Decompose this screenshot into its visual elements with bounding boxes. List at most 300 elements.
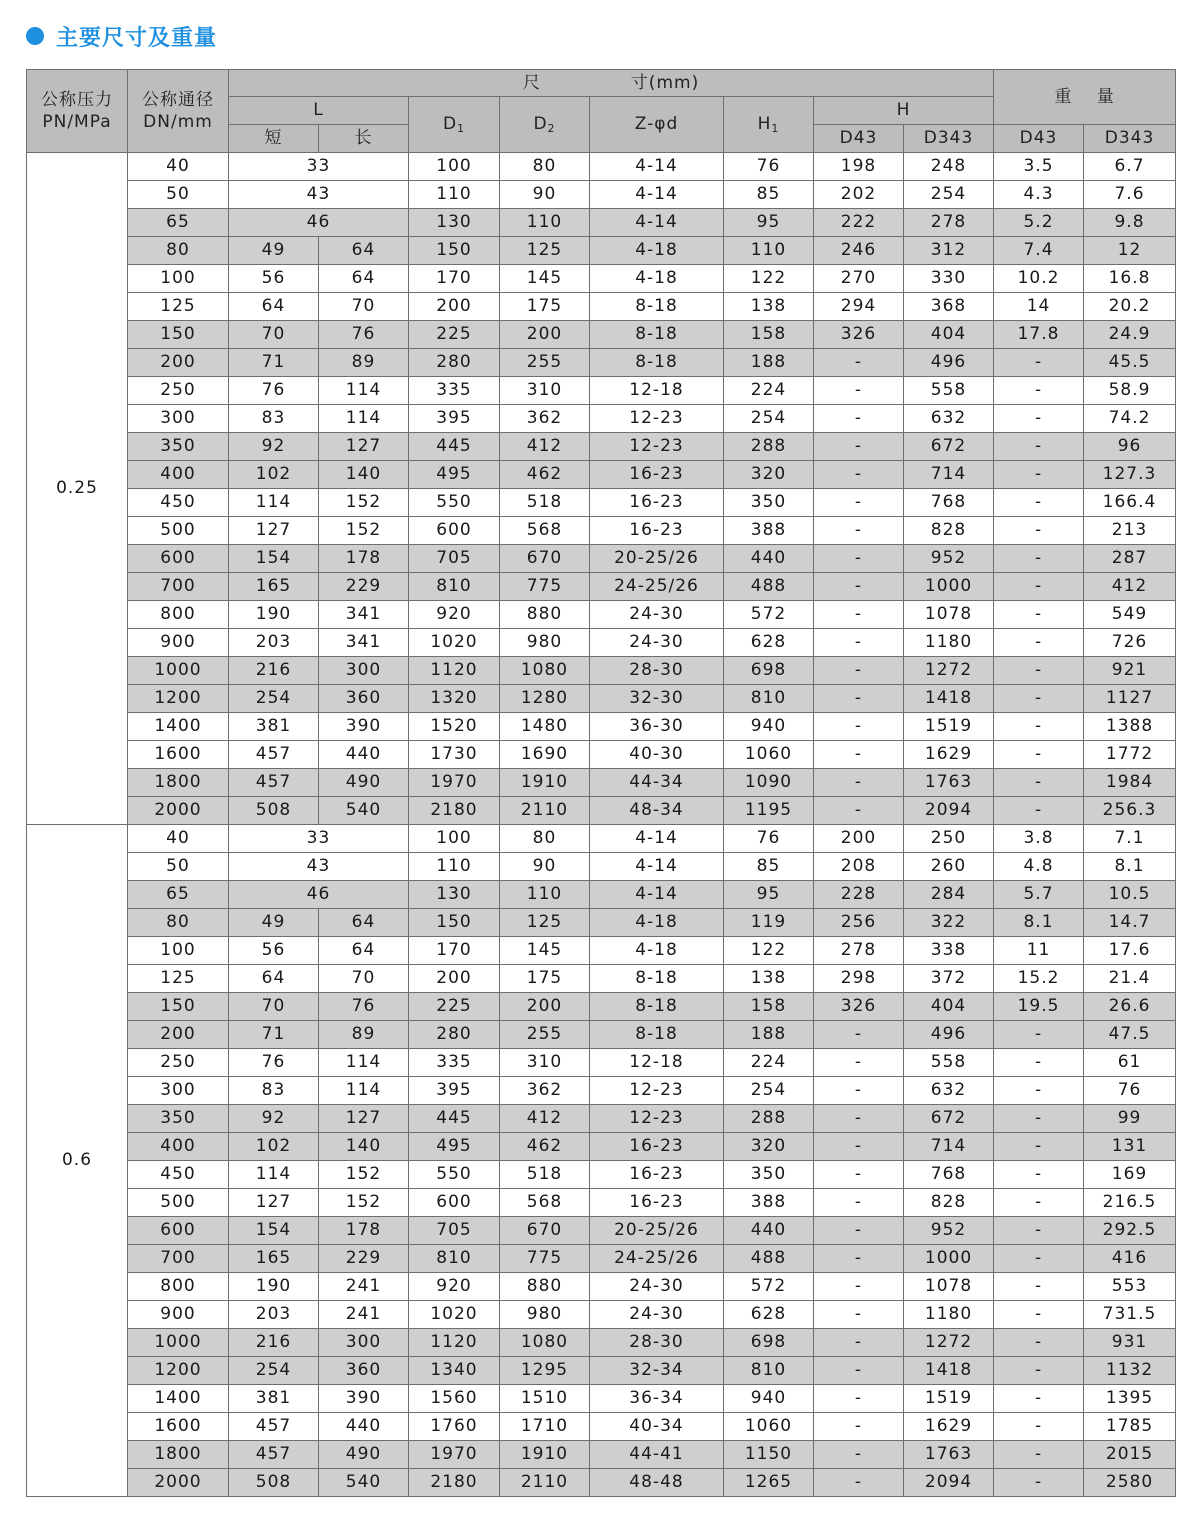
cell-d2: 2110: [500, 797, 590, 825]
cell-l-long: 360: [319, 1357, 409, 1385]
cell-weight-d343: 99: [1084, 1105, 1176, 1133]
table-row: [27, 1021, 1176, 1049]
cell-h1: 350: [724, 489, 814, 517]
table-row: [27, 1469, 1176, 1497]
cell-h-d343: 952: [904, 1217, 994, 1245]
cell-weight-d43: -: [994, 1189, 1084, 1217]
cell-h-d343: 1078: [904, 601, 994, 629]
cell-h-d343: 714: [904, 461, 994, 489]
cell-z-phi-d: 4-14: [590, 181, 724, 209]
cell-h-d343: 404: [904, 993, 994, 1021]
cell-l-long: 76: [319, 993, 409, 1021]
cell-z-phi-d: 8-18: [590, 321, 724, 349]
cell-h1: 810: [724, 1357, 814, 1385]
cell-d2: 462: [500, 1133, 590, 1161]
cell-h-d343: 558: [904, 377, 994, 405]
cell-l-long: 490: [319, 1441, 409, 1469]
cell-h-d343: 250: [904, 825, 994, 853]
cell-h-d343: 768: [904, 489, 994, 517]
cell-h-d43: 256: [814, 909, 904, 937]
table-row: [27, 1161, 1176, 1189]
cell-l-short: 92: [229, 1105, 319, 1133]
cell-h-d43: -: [814, 601, 904, 629]
cell-l-long: 440: [319, 741, 409, 769]
cell-weight-d43: 19.5: [994, 993, 1084, 1021]
cell-d1: 225: [409, 321, 500, 349]
cell-weight-d43: -: [994, 713, 1084, 741]
cell-d1: 150: [409, 909, 500, 937]
cell-weight-d43: -: [994, 769, 1084, 797]
cell-dn: 400: [128, 1133, 229, 1161]
cell-l-long: 70: [319, 965, 409, 993]
cell-weight-d43: -: [994, 1133, 1084, 1161]
section-title: [26, 20, 217, 52]
cell-h-d43: -: [814, 461, 904, 489]
cell-h-d43: 200: [814, 825, 904, 853]
cell-d2: 1295: [500, 1357, 590, 1385]
cell-weight-d43: 8.1: [994, 909, 1084, 937]
cell-l-long: 360: [319, 685, 409, 713]
cell-h-d343: 768: [904, 1161, 994, 1189]
cell-l-long: 152: [319, 489, 409, 517]
cell-h-d343: 322: [904, 909, 994, 937]
cell-l-short: 190: [229, 601, 319, 629]
cell-d1: 600: [409, 517, 500, 545]
cell-h1: 122: [724, 937, 814, 965]
cell-z-phi-d: 12-18: [590, 377, 724, 405]
cell-dn: 1800: [128, 1441, 229, 1469]
cell-l: 33: [229, 153, 409, 181]
cell-z-phi-d: 48-34: [590, 797, 724, 825]
cell-dn: 1200: [128, 685, 229, 713]
header-dn: [128, 70, 229, 153]
table-header: [27, 70, 1176, 153]
cell-weight-d343: 21.4: [1084, 965, 1176, 993]
cell-weight-d343: 553: [1084, 1273, 1176, 1301]
cell-d1: 335: [409, 1049, 500, 1077]
cell-d1: 150: [409, 237, 500, 265]
cell-weight-d343: 8.1: [1084, 853, 1176, 881]
cell-d1: 110: [409, 853, 500, 881]
cell-z-phi-d: 12-18: [590, 1049, 724, 1077]
cell-l-short: 254: [229, 1357, 319, 1385]
cell-weight-d343: 1388: [1084, 713, 1176, 741]
cell-l-long: 341: [319, 629, 409, 657]
cell-dn: 1000: [128, 657, 229, 685]
cell-h-d43: 298: [814, 965, 904, 993]
cell-d2: 80: [500, 825, 590, 853]
cell-h-d343: 1629: [904, 1413, 994, 1441]
cell-dn: 900: [128, 1301, 229, 1329]
cell-h1: 810: [724, 685, 814, 713]
cell-z-phi-d: 24-30: [590, 629, 724, 657]
cell-dn: 2000: [128, 797, 229, 825]
cell-d1: 600: [409, 1189, 500, 1217]
section-title-text: 主要尺寸及重量: [56, 25, 218, 51]
cell-l-long: 114: [319, 377, 409, 405]
cell-z-phi-d: 12-23: [590, 1077, 724, 1105]
cell-d1: 1970: [409, 769, 500, 797]
table-row: [27, 1245, 1176, 1273]
cell-l-long: 300: [319, 657, 409, 685]
cell-weight-d43: -: [994, 1217, 1084, 1245]
cell-l-long: 64: [319, 909, 409, 937]
cell-l-short: 381: [229, 1385, 319, 1413]
table-row: [27, 1049, 1176, 1077]
cell-l-short: 190: [229, 1273, 319, 1301]
cell-z-phi-d: 36-34: [590, 1385, 724, 1413]
cell-d2: 175: [500, 293, 590, 321]
cell-dn: 1400: [128, 713, 229, 741]
cell-z-phi-d: 12-23: [590, 1105, 724, 1133]
cell-l-short: 76: [229, 1049, 319, 1077]
table-row: [27, 489, 1176, 517]
cell-weight-d343: 96: [1084, 433, 1176, 461]
cell-weight-d343: 24.9: [1084, 321, 1176, 349]
cell-weight-d43: -: [994, 489, 1084, 517]
cell-weight-d343: 14.7: [1084, 909, 1176, 937]
cell-h1: 224: [724, 1049, 814, 1077]
cell-weight-d343: 412: [1084, 573, 1176, 601]
cell-d2: 1690: [500, 741, 590, 769]
cell-l-short: 457: [229, 1413, 319, 1441]
cell-h-d43: -: [814, 349, 904, 377]
cell-z-phi-d: 4-14: [590, 153, 724, 181]
cell-weight-d43: -: [994, 1469, 1084, 1497]
cell-dn: 1600: [128, 741, 229, 769]
cell-dn: 200: [128, 349, 229, 377]
cell-weight-d343: 1984: [1084, 769, 1176, 797]
cell-h1: 85: [724, 853, 814, 881]
cell-l-long: 390: [319, 713, 409, 741]
table-row: [27, 545, 1176, 573]
cell-weight-d43: 7.4: [994, 237, 1084, 265]
cell-h-d343: 1000: [904, 1245, 994, 1273]
header-d2-main: D: [533, 114, 548, 134]
cell-h-d43: -: [814, 489, 904, 517]
header-z-phi-d: Z-φd: [590, 97, 724, 153]
cell-weight-d43: -: [994, 349, 1084, 377]
cell-weight-d343: 287: [1084, 545, 1176, 573]
cell-weight-d43: -: [994, 741, 1084, 769]
header-pn-line1: 公称压力: [41, 90, 113, 110]
table-row: [27, 181, 1176, 209]
cell-z-phi-d: 24-30: [590, 1301, 724, 1329]
table-row: [27, 629, 1176, 657]
cell-l-short: 154: [229, 545, 319, 573]
cell-h1: 320: [724, 461, 814, 489]
cell-z-phi-d: 16-23: [590, 461, 724, 489]
cell-dn: 450: [128, 489, 229, 517]
cell-h-d343: 1000: [904, 573, 994, 601]
cell-h1: 628: [724, 629, 814, 657]
cell-h1: 698: [724, 1329, 814, 1357]
cell-weight-d343: 131: [1084, 1133, 1176, 1161]
cell-h-d343: 672: [904, 1105, 994, 1133]
cell-h-d343: 1180: [904, 1301, 994, 1329]
cell-l: 33: [229, 825, 409, 853]
cell-h-d43: -: [814, 377, 904, 405]
cell-l-long: 70: [319, 293, 409, 321]
cell-h1: 388: [724, 517, 814, 545]
header-dn-line2: DN/mm: [143, 112, 213, 132]
cell-weight-d43: -: [994, 657, 1084, 685]
cell-weight-d43: -: [994, 1441, 1084, 1469]
cell-h1: 158: [724, 321, 814, 349]
cell-d1: 445: [409, 433, 500, 461]
cell-h-d43: -: [814, 1133, 904, 1161]
cell-z-phi-d: 28-30: [590, 657, 724, 685]
cell-l-long: 89: [319, 1021, 409, 1049]
cell-d1: 810: [409, 573, 500, 601]
cell-d1: 495: [409, 461, 500, 489]
cell-dn: 300: [128, 1077, 229, 1105]
cell-h1: 85: [724, 181, 814, 209]
cell-z-phi-d: 8-18: [590, 1021, 724, 1049]
cell-weight-d43: 17.8: [994, 321, 1084, 349]
table-row: [27, 1077, 1176, 1105]
cell-weight-d343: 12: [1084, 237, 1176, 265]
cell-dn: 100: [128, 937, 229, 965]
cell-weight-d343: 416: [1084, 1245, 1176, 1273]
cell-l-long: 140: [319, 461, 409, 489]
table-row: [27, 713, 1176, 741]
cell-weight-d43: -: [994, 1413, 1084, 1441]
cell-d1: 130: [409, 209, 500, 237]
header-d2-sub: 2: [547, 122, 556, 135]
cell-d2: 145: [500, 265, 590, 293]
cell-z-phi-d: 32-34: [590, 1357, 724, 1385]
cell-h-d343: 330: [904, 265, 994, 293]
cell-weight-d43: -: [994, 377, 1084, 405]
cell-l-long: 152: [319, 517, 409, 545]
cell-z-phi-d: 16-23: [590, 1133, 724, 1161]
cell-h1: 572: [724, 601, 814, 629]
cell-d2: 412: [500, 1105, 590, 1133]
cell-l-short: 457: [229, 741, 319, 769]
header-d2: [500, 97, 590, 153]
cell-h-d343: 1519: [904, 1385, 994, 1413]
cell-h1: 119: [724, 909, 814, 937]
cell-d2: 462: [500, 461, 590, 489]
cell-l-long: 440: [319, 1413, 409, 1441]
cell-d1: 1970: [409, 1441, 500, 1469]
table-row: [27, 349, 1176, 377]
cell-z-phi-d: 40-34: [590, 1413, 724, 1441]
cell-h-d43: -: [814, 685, 904, 713]
cell-h1: 95: [724, 209, 814, 237]
cell-weight-d43: 10.2: [994, 265, 1084, 293]
cell-dn: 1800: [128, 769, 229, 797]
header-l-long: 长: [319, 125, 409, 153]
cell-h1: 440: [724, 545, 814, 573]
cell-weight-d343: 26.6: [1084, 993, 1176, 1021]
cell-dn: 65: [128, 209, 229, 237]
cell-l-long: 152: [319, 1161, 409, 1189]
cell-h1: 1090: [724, 769, 814, 797]
header-l-short: 短: [229, 125, 319, 153]
cell-dn: 150: [128, 321, 229, 349]
table-row: [27, 153, 1176, 181]
table-row: [27, 461, 1176, 489]
cell-weight-d343: 256.3: [1084, 797, 1176, 825]
cell-d2: 175: [500, 965, 590, 993]
cell-weight-d343: 6.7: [1084, 153, 1176, 181]
cell-weight-d43: -: [994, 685, 1084, 713]
cell-h-d43: 278: [814, 937, 904, 965]
cell-h-d343: 254: [904, 181, 994, 209]
header-weight-d343: D343: [1084, 125, 1176, 153]
cell-weight-d43: -: [994, 1161, 1084, 1189]
cell-h-d343: 278: [904, 209, 994, 237]
cell-h1: 1150: [724, 1441, 814, 1469]
cell-weight-d343: 549: [1084, 601, 1176, 629]
cell-weight-d343: 7.1: [1084, 825, 1176, 853]
cell-d2: 200: [500, 993, 590, 1021]
table-row: [27, 825, 1176, 853]
dimensions-weight-table: [26, 69, 1176, 1497]
cell-l-short: 71: [229, 1021, 319, 1049]
cell-weight-d343: 47.5: [1084, 1021, 1176, 1049]
cell-h1: 288: [724, 1105, 814, 1133]
cell-h-d343: 952: [904, 545, 994, 573]
cell-weight-d43: 3.5: [994, 153, 1084, 181]
table-row: [27, 237, 1176, 265]
cell-h-d343: 632: [904, 1077, 994, 1105]
cell-h-d43: -: [814, 1413, 904, 1441]
cell-h-d43: -: [814, 1161, 904, 1189]
cell-z-phi-d: 44-41: [590, 1441, 724, 1469]
cell-weight-d343: 2580: [1084, 1469, 1176, 1497]
cell-weight-d343: 931: [1084, 1329, 1176, 1357]
cell-h1: 110: [724, 237, 814, 265]
cell-z-phi-d: 4-18: [590, 237, 724, 265]
cell-h-d43: 228: [814, 881, 904, 909]
cell-l-long: 241: [319, 1301, 409, 1329]
cell-dn: 40: [128, 825, 229, 853]
cell-dn: 50: [128, 181, 229, 209]
table-row: [27, 797, 1176, 825]
header-h-d343: D343: [904, 125, 994, 153]
cell-h1: 138: [724, 293, 814, 321]
cell-l-short: 114: [229, 489, 319, 517]
cell-d1: 1020: [409, 1301, 500, 1329]
header-h-d43: D43: [814, 125, 904, 153]
cell-l-long: 540: [319, 1469, 409, 1497]
cell-h-d43: -: [814, 1301, 904, 1329]
cell-h1: 698: [724, 657, 814, 685]
cell-h-d43: -: [814, 629, 904, 657]
cell-d1: 1120: [409, 657, 500, 685]
cell-h1: 224: [724, 377, 814, 405]
cell-h-d343: 1078: [904, 1273, 994, 1301]
cell-h1: 1195: [724, 797, 814, 825]
cell-l-long: 64: [319, 937, 409, 965]
table-row: [27, 1133, 1176, 1161]
cell-z-phi-d: 24-30: [590, 1273, 724, 1301]
cell-d2: 980: [500, 629, 590, 657]
cell-d1: 1730: [409, 741, 500, 769]
cell-dn: 100: [128, 265, 229, 293]
cell-d1: 395: [409, 405, 500, 433]
cell-l-short: 508: [229, 1469, 319, 1497]
header-h1-main: H: [757, 114, 772, 134]
cell-weight-d343: 76: [1084, 1077, 1176, 1105]
cell-z-phi-d: 4-18: [590, 909, 724, 937]
cell-d2: 255: [500, 1021, 590, 1049]
cell-l: 46: [229, 209, 409, 237]
cell-l-short: 154: [229, 1217, 319, 1245]
cell-weight-d43: -: [994, 1329, 1084, 1357]
cell-z-phi-d: 8-18: [590, 293, 724, 321]
cell-dn: 300: [128, 405, 229, 433]
cell-h-d343: 1272: [904, 1329, 994, 1357]
cell-d1: 445: [409, 1105, 500, 1133]
cell-d1: 550: [409, 489, 500, 517]
cell-l-short: 71: [229, 349, 319, 377]
cell-h-d43: -: [814, 797, 904, 825]
cell-z-phi-d: 24-25/26: [590, 1245, 724, 1273]
cell-l-short: 127: [229, 1189, 319, 1217]
cell-d1: 1320: [409, 685, 500, 713]
cell-z-phi-d: 12-23: [590, 433, 724, 461]
pn-value: 0.25: [27, 153, 128, 825]
cell-l-short: 49: [229, 909, 319, 937]
cell-weight-d343: 9.8: [1084, 209, 1176, 237]
cell-h-d43: -: [814, 713, 904, 741]
cell-l-short: 102: [229, 461, 319, 489]
cell-l-long: 390: [319, 1385, 409, 1413]
cell-l: 43: [229, 853, 409, 881]
cell-h-d43: -: [814, 433, 904, 461]
cell-h1: 628: [724, 1301, 814, 1329]
cell-h1: 158: [724, 993, 814, 1021]
cell-h-d343: 404: [904, 321, 994, 349]
cell-l-short: 56: [229, 265, 319, 293]
cell-l: 43: [229, 181, 409, 209]
cell-h-d43: -: [814, 1385, 904, 1413]
cell-l-short: 508: [229, 797, 319, 825]
table-row: [27, 1441, 1176, 1469]
cell-l-long: 114: [319, 1049, 409, 1077]
cell-h-d43: -: [814, 1469, 904, 1497]
cell-z-phi-d: 4-14: [590, 881, 724, 909]
cell-weight-d343: 1785: [1084, 1413, 1176, 1441]
cell-h-d343: 1418: [904, 1357, 994, 1385]
cell-l-short: 49: [229, 237, 319, 265]
cell-weight-d343: 10.5: [1084, 881, 1176, 909]
cell-l-long: 76: [319, 321, 409, 349]
cell-dn: 1200: [128, 1357, 229, 1385]
cell-weight-d343: 127.3: [1084, 461, 1176, 489]
cell-h-d343: 2094: [904, 1469, 994, 1497]
cell-d2: 775: [500, 1245, 590, 1273]
cell-z-phi-d: 32-30: [590, 685, 724, 713]
table-row: [27, 377, 1176, 405]
cell-d2: 310: [500, 1049, 590, 1077]
table-row: [27, 1385, 1176, 1413]
cell-h1: 1060: [724, 1413, 814, 1441]
cell-weight-d43: -: [994, 1077, 1084, 1105]
header-weight-d43: D43: [994, 125, 1084, 153]
cell-d1: 1340: [409, 1357, 500, 1385]
header-d1-main: D: [442, 114, 458, 134]
cell-d2: 775: [500, 573, 590, 601]
cell-weight-d343: 7.6: [1084, 181, 1176, 209]
table-row: [27, 1105, 1176, 1133]
cell-z-phi-d: 8-18: [590, 993, 724, 1021]
header-pn-line2: PN/MPa: [42, 112, 112, 132]
